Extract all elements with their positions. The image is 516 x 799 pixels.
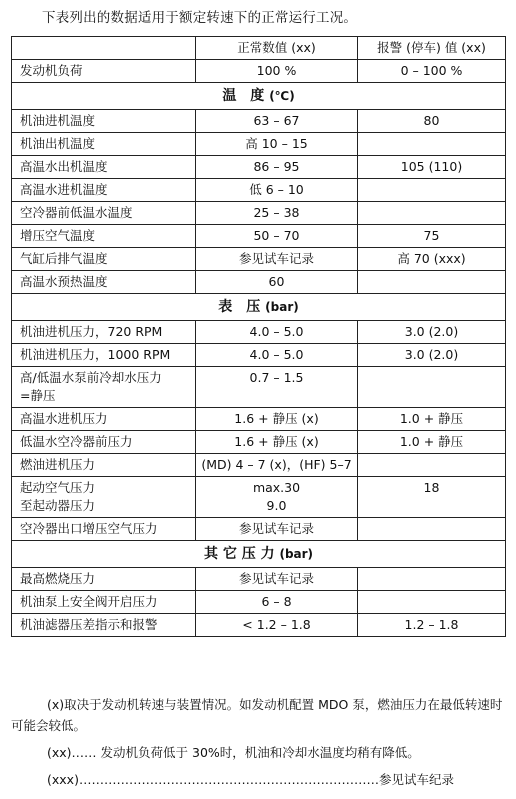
row-label: 低温水空冷器前压力 xyxy=(12,431,196,454)
row-normal xyxy=(196,477,358,518)
table-row xyxy=(12,248,506,271)
row-label: 燃油进机压力 xyxy=(12,454,196,477)
row-normal-line: 9.0 xyxy=(266,498,287,513)
row-label-line: =静压 xyxy=(20,388,56,403)
table-row xyxy=(12,179,506,202)
section-title: 温 度 xyxy=(222,88,265,104)
row-normal: 低 6 – 10 xyxy=(196,179,358,202)
row-label xyxy=(12,477,196,518)
row-label: 高温水进机压力 xyxy=(12,408,196,431)
row-alarm: 80 xyxy=(358,110,506,133)
table-row xyxy=(12,344,506,367)
row-alarm xyxy=(358,202,506,225)
footnote-xxx xyxy=(11,769,505,790)
row-label: 机油泵上安全阀开启压力 xyxy=(12,591,196,614)
operating-data-table xyxy=(11,36,506,637)
row-label: 气缸后排气温度 xyxy=(12,248,196,271)
table-row xyxy=(12,568,506,591)
footnote-xx xyxy=(11,742,505,763)
table-row xyxy=(12,133,506,156)
row-label: 机油进机压力，720 RPM xyxy=(12,321,196,344)
row-normal: (MD) 4 – 7 (x)，(HF) 5–7 xyxy=(196,454,358,477)
header-row xyxy=(12,37,506,60)
row-normal: 参见试车记录 xyxy=(196,248,358,271)
row-alarm: 0 – 100 % xyxy=(358,60,506,83)
row-label: 空冷器出口增压空气压力 xyxy=(12,518,196,541)
row-alarm: 1.0 + 静压 xyxy=(358,431,506,454)
row-alarm xyxy=(358,568,506,591)
header-alarm: 报警 (停车) 值 (xx) xyxy=(358,37,506,60)
section-unit: (℃) xyxy=(269,89,295,103)
row-alarm xyxy=(358,591,506,614)
row-label: 增压空气温度 xyxy=(12,225,196,248)
table-row xyxy=(12,367,506,408)
table-row xyxy=(12,110,506,133)
table-row xyxy=(12,408,506,431)
row-normal: 4.0 – 5.0 xyxy=(196,344,358,367)
row-label: 机油进机压力，1000 RPM xyxy=(12,344,196,367)
row-normal: 1.6 + 静压 (x) xyxy=(196,408,358,431)
table-row xyxy=(12,477,506,518)
footnote-text: 发动机负荷低于 30%时，机油和冷却水温度均稍有降低。 xyxy=(100,745,420,760)
intro-text: 下表列出的数据适用于额定转速下的正常运行工况。 xyxy=(42,10,358,26)
section-unit: (bar) xyxy=(265,300,299,314)
row-label: 机油出机温度 xyxy=(12,133,196,156)
table-row xyxy=(12,431,506,454)
row-label: 高温水出机温度 xyxy=(12,156,196,179)
row-normal: < 1.2 – 1.8 xyxy=(196,614,358,637)
row-alarm xyxy=(358,367,506,408)
row-normal: 0.7 – 1.5 xyxy=(196,367,358,408)
row-normal: 6 – 8 xyxy=(196,591,358,614)
row-alarm: 1.0 + 静压 xyxy=(358,408,506,431)
row-alarm xyxy=(358,133,506,156)
table-row xyxy=(12,202,506,225)
row-alarm: 高 70 (xxx) xyxy=(358,248,506,271)
row-label: 机油进机温度 xyxy=(12,110,196,133)
row-label: 发动机负荷 xyxy=(12,60,196,83)
section-other-pressure xyxy=(12,541,506,568)
row-alarm xyxy=(358,179,506,202)
footnote-leader-dots: ……………………………………………………………… xyxy=(78,772,379,787)
row-label: 高温水进机温度 xyxy=(12,179,196,202)
row-alarm xyxy=(358,271,506,294)
footnotes xyxy=(11,694,505,790)
row-normal-line: max.30 xyxy=(252,480,301,495)
row-normal: 63 – 67 xyxy=(196,110,358,133)
footnote-text: 参见试车纪录 xyxy=(378,772,454,787)
row-alarm: 105 (110) xyxy=(358,156,506,179)
section-unit: (bar) xyxy=(279,547,314,561)
row-alarm: 75 xyxy=(358,225,506,248)
table-row xyxy=(12,321,506,344)
table-row xyxy=(12,614,506,637)
table-row xyxy=(12,271,506,294)
row-label xyxy=(12,367,196,408)
header-normal: 正常数值 (xx) xyxy=(196,37,358,60)
row-alarm: 18 xyxy=(358,477,506,518)
row-label-line: 至起动器压力 xyxy=(20,498,96,513)
row-alarm: 3.0 (2.0) xyxy=(358,321,506,344)
row-normal: 50 – 70 xyxy=(196,225,358,248)
row-label-line: 起动空气压力 xyxy=(20,480,96,495)
row-alarm: 3.0 (2.0) xyxy=(358,344,506,367)
table-row xyxy=(12,156,506,179)
row-normal: 4.0 – 5.0 xyxy=(196,321,358,344)
row-normal: 25 – 38 xyxy=(196,202,358,225)
row-label: 机油滤器压差指示和报警 xyxy=(12,614,196,637)
section-pressure xyxy=(12,294,506,321)
section-title: 表 压 xyxy=(218,299,261,315)
table-row xyxy=(12,225,506,248)
row-normal: 高 10 – 15 xyxy=(196,133,358,156)
row-normal: 参见试车记录 xyxy=(196,568,358,591)
row-normal: 100 % xyxy=(196,60,358,83)
table-row xyxy=(12,518,506,541)
row-normal: 60 xyxy=(196,271,358,294)
footnote-x: (x)取决于发动机转速与装置情况。如发动机配置 MDO 泵，燃油压力在最低转速时可能会较低。 xyxy=(11,697,503,733)
row-normal: 86 – 95 xyxy=(196,156,358,179)
row-normal: 参见试车记录 xyxy=(196,518,358,541)
section-temperature xyxy=(12,83,506,110)
row-alarm xyxy=(358,454,506,477)
row-normal: 1.6 + 静压 (x) xyxy=(196,431,358,454)
row-label: 空冷器前低温水温度 xyxy=(12,202,196,225)
row-label-line: 高/低温水泵前冷却水压力 xyxy=(20,370,162,385)
row-label: 高温水预热温度 xyxy=(12,271,196,294)
row-alarm xyxy=(358,518,506,541)
section-title: 其 它 压 力 xyxy=(203,546,275,562)
table-row xyxy=(12,60,506,83)
row-label: 最高燃烧压力 xyxy=(12,568,196,591)
header-empty-cell xyxy=(12,37,196,60)
row-alarm: 1.2 – 1.8 xyxy=(358,614,506,637)
table-row xyxy=(12,454,506,477)
table-row xyxy=(12,591,506,614)
footnote-mark: (xxx) xyxy=(47,772,79,787)
footnote-mark: (xx)…… xyxy=(47,745,97,760)
